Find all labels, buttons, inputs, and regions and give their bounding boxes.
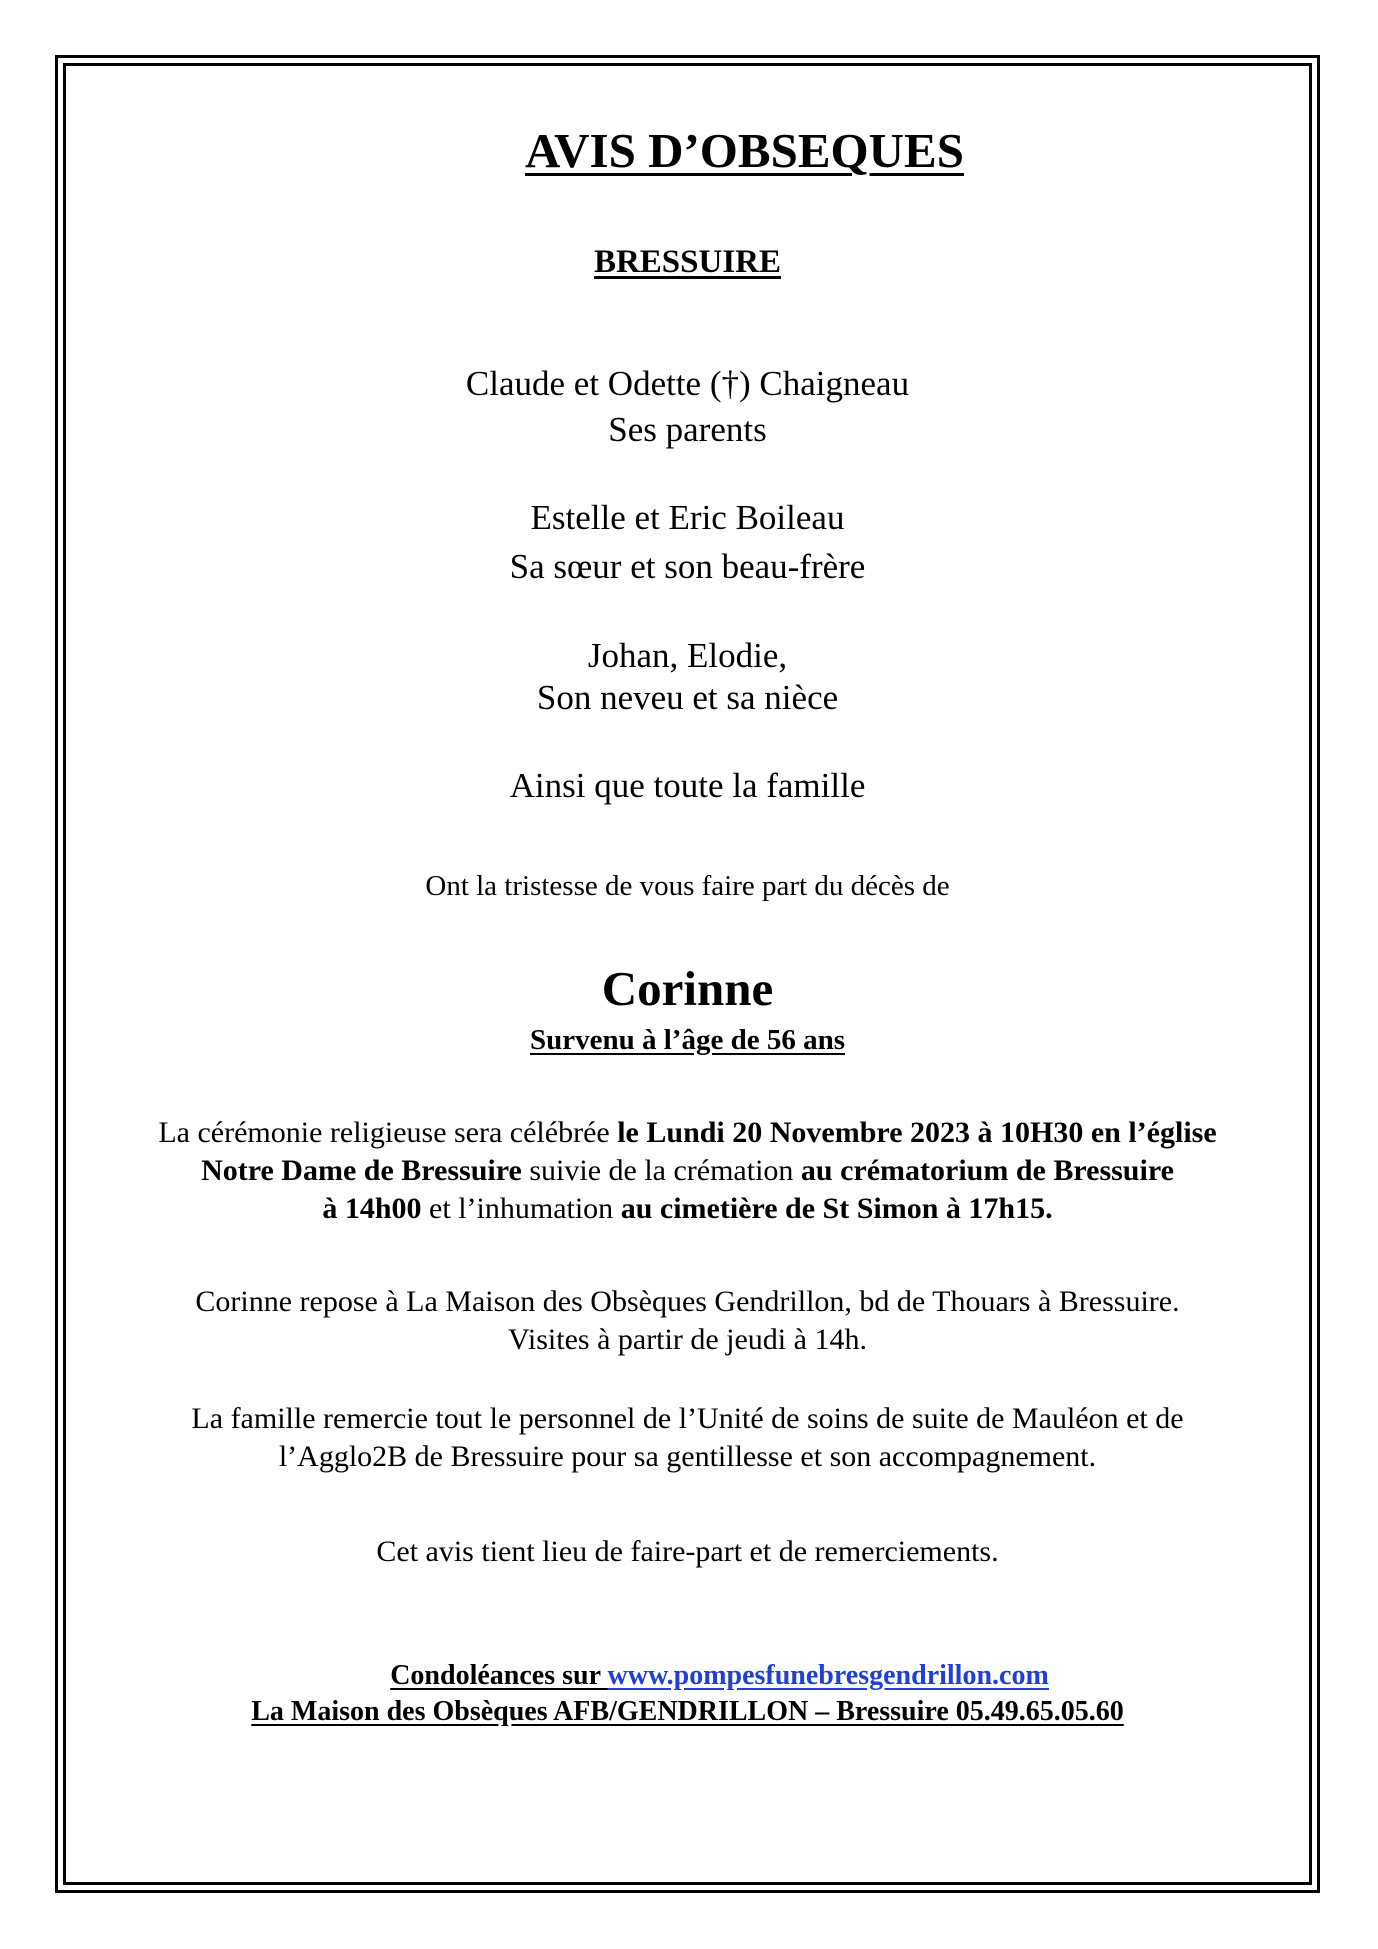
city-heading: BRESSUIRE bbox=[593, 244, 782, 280]
condolences-label: Condoléances sur bbox=[390, 1660, 608, 1691]
repose-line-1: Corinne repose à La Maison des Obsèques Gendrillon, bd de Thouars à Bressuire. bbox=[195, 1285, 1180, 1318]
parents-relation: Ses parents bbox=[608, 410, 767, 449]
cremation-time: à 14h00 bbox=[322, 1192, 422, 1225]
thanks-line-1: La famille remercie tout le personnel de l’Unité de soins de suite de Mauléon et de bbox=[191, 1402, 1184, 1435]
ceremony-date: le Lundi 20 Novembre 2023 à 10H30 en l’église bbox=[617, 1116, 1217, 1149]
nephews-names: Johan, Elodie, bbox=[587, 636, 788, 675]
nephews-relation: Son neveu et sa nièce bbox=[536, 678, 839, 717]
church-name: Notre Dame de Bressuire bbox=[201, 1154, 522, 1187]
parents-names: Claude et Odette (†) Chaigneau bbox=[465, 364, 910, 403]
crematorium-name: au crématorium de Bressuire bbox=[800, 1154, 1174, 1187]
announcement: Ont la tristesse de vous faire part du décès de bbox=[425, 870, 950, 902]
thanks-line-2: l’Agglo2B de Bressuire pour sa gentillesse et son accompagnement. bbox=[278, 1440, 1097, 1473]
ceremony-text: La cérémonie religieuse sera célébrée bbox=[158, 1116, 618, 1149]
ceremony-line-3 bbox=[63, 1192, 1312, 1226]
ceremony-line-1 bbox=[63, 1116, 1312, 1150]
all-family: Ainsi que toute la famille bbox=[509, 766, 866, 805]
sister-names: Estelle et Eric Boileau bbox=[530, 498, 845, 537]
funeral-home-line: La Maison des Obsèques AFB/GENDRILLON – Bressuire 05.49.65.05.60 bbox=[251, 1696, 1124, 1727]
notice-text: Cet avis tient lieu de faire-part et de remerciements. bbox=[376, 1535, 999, 1568]
age-line: Survenu à l’âge de 56 ans bbox=[529, 1024, 845, 1056]
repose-line-2: Visites à partir de jeudi à 14h. bbox=[508, 1323, 867, 1356]
document-title: AVIS D’OBSEQUES bbox=[525, 123, 964, 178]
cremation-text: suivie de la crémation bbox=[521, 1154, 801, 1187]
burial-text: et l’inhumation bbox=[421, 1192, 621, 1225]
ceremony-line-2 bbox=[63, 1154, 1312, 1188]
sister-relation: Sa sœur et son beau-frère bbox=[509, 547, 866, 586]
condolences-line bbox=[95, 1660, 1344, 1692]
deceased-name: Corinne bbox=[601, 961, 774, 1016]
website-link[interactable]: www.pompesfunebresgendrillon.com bbox=[607, 1660, 1049, 1691]
cemetery-info: au cimetière de St Simon à 17h15. bbox=[620, 1192, 1053, 1225]
